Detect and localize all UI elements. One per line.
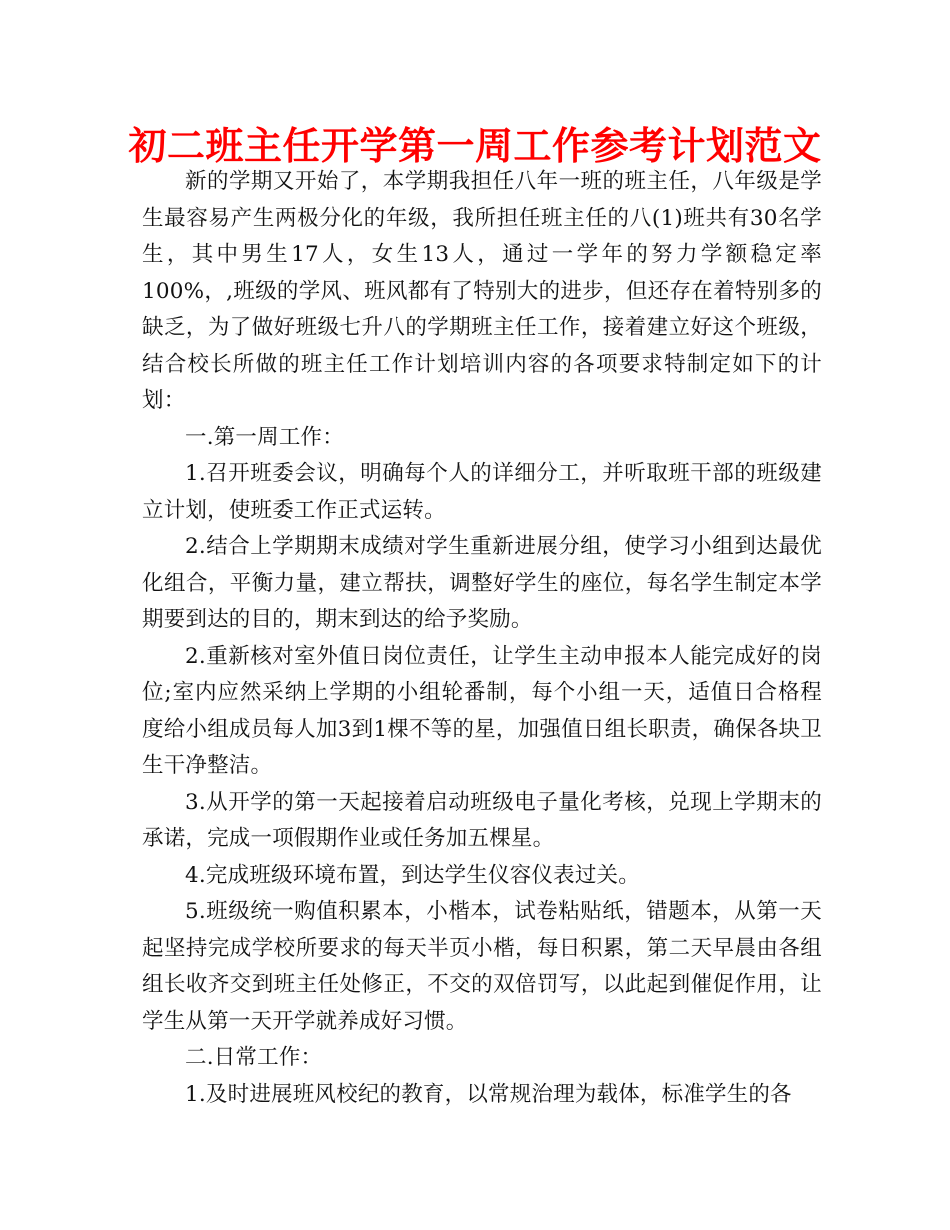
list-item: 5.班级统一购值积累本，小楷本，试卷粘贴纸，错题本，从第一天起坚持完成学校所要求的每天半页小楷，每日积累，第二天早晨由各组组长收齐交到班主任处修正，不交的双倍罚写，以此起到催促作用，让学生从第一天开学就养成好习惯。 [142,899,822,1034]
list-item: 1.及时进展班风校纪的教育，以常规治理为载体，标准学生的各 [185,1081,792,1107]
section-heading-week-one: 一.第一周工作： [185,424,344,450]
section-heading-daily-work: 二.日常工作： [185,1045,323,1070]
list-item: 4.完成班级环境布置，到达学生仪容仪表过关。 [185,862,640,888]
document-title: 初二班主任开学第一周工作参考计划范文 [128,123,822,168]
list-item: 2.重新核对室外值日岗位责任，让学生主动申报本人能完成好的岗位;室内应然采纳上学期的小组轮番制，每个小组一天，适值日合格程度给小组成员每人加3到1棵不等的星，加强值日组长职责，确保各块卫生干净整洁。 [142,643,822,778]
list-item: 1.召开班委会议，明确每个人的详细分工，并听取班干部的班级建立计划，使班委工作正式运转。 [142,461,822,523]
list-item: 2.结合上学期期末成绩对学生重新进展分组，使学习小组到达最优化组合，平衡力量，建立帮扶，调整好学生的座位，每名学生制定本学期要到达的目的，期末到达的给予奖励。 [142,534,822,632]
paragraph-intro: 新的学期又开始了，本学期我担任八年一班的班主任，八年级是学生最容易产生两极分化的年级，我所担任班主任的八(1)班共有30名学生，其中男生17人，女生13人，通过一学年的努力学额稳定率100%，,班级的学风、班风都有了特别大的进步，但还存在着特别多的缺乏，为了做好班级七升八的学期班主任工作，接着建立好这个班级，结合校长所做的班主任工作计划培训内容的各项要求特制定如下的计划： [142,169,822,413]
list-item: 3.从开学的第一天起接着启动班级电子量化考核，兑现上学期末的承诺，完成一项假期作业或任务加五棵星。 [142,789,822,851]
document-body [142,164,822,1113]
